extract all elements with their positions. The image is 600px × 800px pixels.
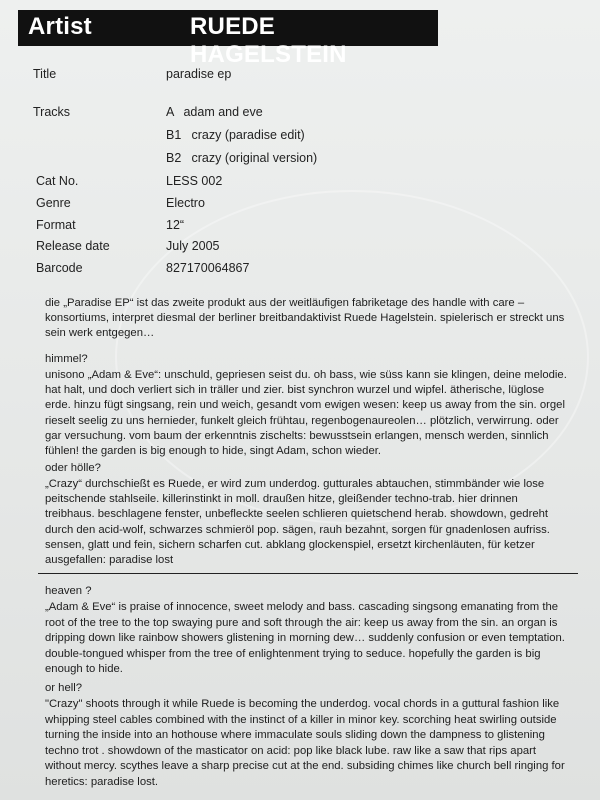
track-item xyxy=(166,105,263,119)
hell-heading-de: oder hölle? xyxy=(45,462,101,474)
catno-label: Cat No. xyxy=(36,174,79,188)
hell-paragraph-en: "Crazy" shoots through it while Ruede is becoming the underdog. vocal chords in a guttural fashion like whipping steel cables combined with the instinct of a killer in minor key. scorching heat swirling outside turning the inside into an hothouse where immaculate souls sliding down the dampness to glistening techno trot . showdown of the masticator on acid: pop like black lube. raw like a saw that rips apart without mercy. scythes leave a sharp precise cut at the end. subsiding chimes like church bell ringing for heretics: paradise lost. xyxy=(45,698,565,788)
artist-header-bar xyxy=(18,10,438,68)
hell-paragraph-de: „Crazy“ durchschießt es Ruede, er wird zum underdog. gutturales abtauchen, stimmbänder wie lose peitschende stahlseile. killerinstinkt in moll. draußen hitze, gleißender techno-trab. hier drinnen treibhaus. beschlagene fenster, unbefleckte seelen schlieren quietschend herab. showdown, gedreht durch den acid-wolf, schwarzes schmieröl pop. sägen, rauh bezahnt, sorgen für gnadenlosen aufriss. sensen, glatt und fein, sichern scharfen cut. abklang glockenspiel, ersetzt kirchenläuten, für ketzer ausgefallen: paradise lost xyxy=(45,478,550,567)
genre-label: Genre xyxy=(36,196,71,210)
track-side: A xyxy=(166,105,175,119)
catno-value: LESS 002 xyxy=(166,174,223,188)
intro-paragraph: die „Paradise EP“ ist das zweite produkt aus der weitläufigen fabriketage des handle with care – konsortiums, interpret diesmal der berliner breitbandaktivist Ruede Hagelstein. spielerisch er streckt uns sein werk entgegen… xyxy=(45,297,565,340)
heaven-heading-en: heaven ? xyxy=(45,585,92,597)
heaven-heading-de: himmel? xyxy=(45,353,88,365)
track-name: crazy (paradise edit) xyxy=(191,128,305,142)
artist-label: Artist xyxy=(28,13,92,40)
artist-name: RUEDE HAGELSTEIN xyxy=(190,13,347,68)
section-divider xyxy=(38,573,578,574)
heaven-paragraph-en: „Adam & Eve“ is praise of innocence, sweet melody and bass. cascading singsong emanating from the root of the tree to the top swaying pure and soft through the air: keep us away from the sin. an organ is dripping down like rainbow showers glistening in morning dew… suddenly confusion or even temptation. double-tongued whisper from the tree of enlightenment trying to seduce. hopefully the garden is big enough to hide. xyxy=(45,601,565,676)
heaven-paragraph-de: unisono „Adam & Eve“: unschuld, gepriesen seist du. oh bass, wie süss kann sie klingen, deine melodie. hat halt, und doch verliert sich in träller und zier. bist synchron wurzel und wipfel. ätherische, lüglose erde. hinzu fügt singsang, rein und weich, gesandt vom ewigen wesen: keep us away from the sin. orgel rieselt seelig zu uns hernieder, funkelt gleich frühtau, regenbogenaureolen… plötzlich, verwirrung. oder gar versuchung. vom baum der erkenntnis zischelts: bewusstsein erlangen, mensch werden, sinnlich fühlen! the garden is big enough to hide, singt Adam, schon wieder. xyxy=(45,369,567,458)
release-date-label: Release date xyxy=(36,239,110,253)
track-side: B1 xyxy=(166,128,182,142)
track-item xyxy=(166,128,305,142)
track-side: B2 xyxy=(166,151,182,165)
title-label: Title xyxy=(33,67,57,81)
genre-value: Electro xyxy=(166,196,205,210)
barcode-label: Barcode xyxy=(36,261,83,275)
tracks-label: Tracks xyxy=(33,105,71,119)
format-label: Format xyxy=(36,218,76,232)
hell-heading-en: or hell? xyxy=(45,682,83,694)
track-item xyxy=(166,151,317,165)
release-date-value: July 2005 xyxy=(166,239,220,253)
track-name: crazy (original version) xyxy=(191,151,318,165)
track-name: adam and eve xyxy=(183,105,263,119)
title-value: paradise ep xyxy=(166,67,232,81)
barcode-value: 827170064867 xyxy=(166,261,250,275)
format-value: 12“ xyxy=(166,218,185,232)
